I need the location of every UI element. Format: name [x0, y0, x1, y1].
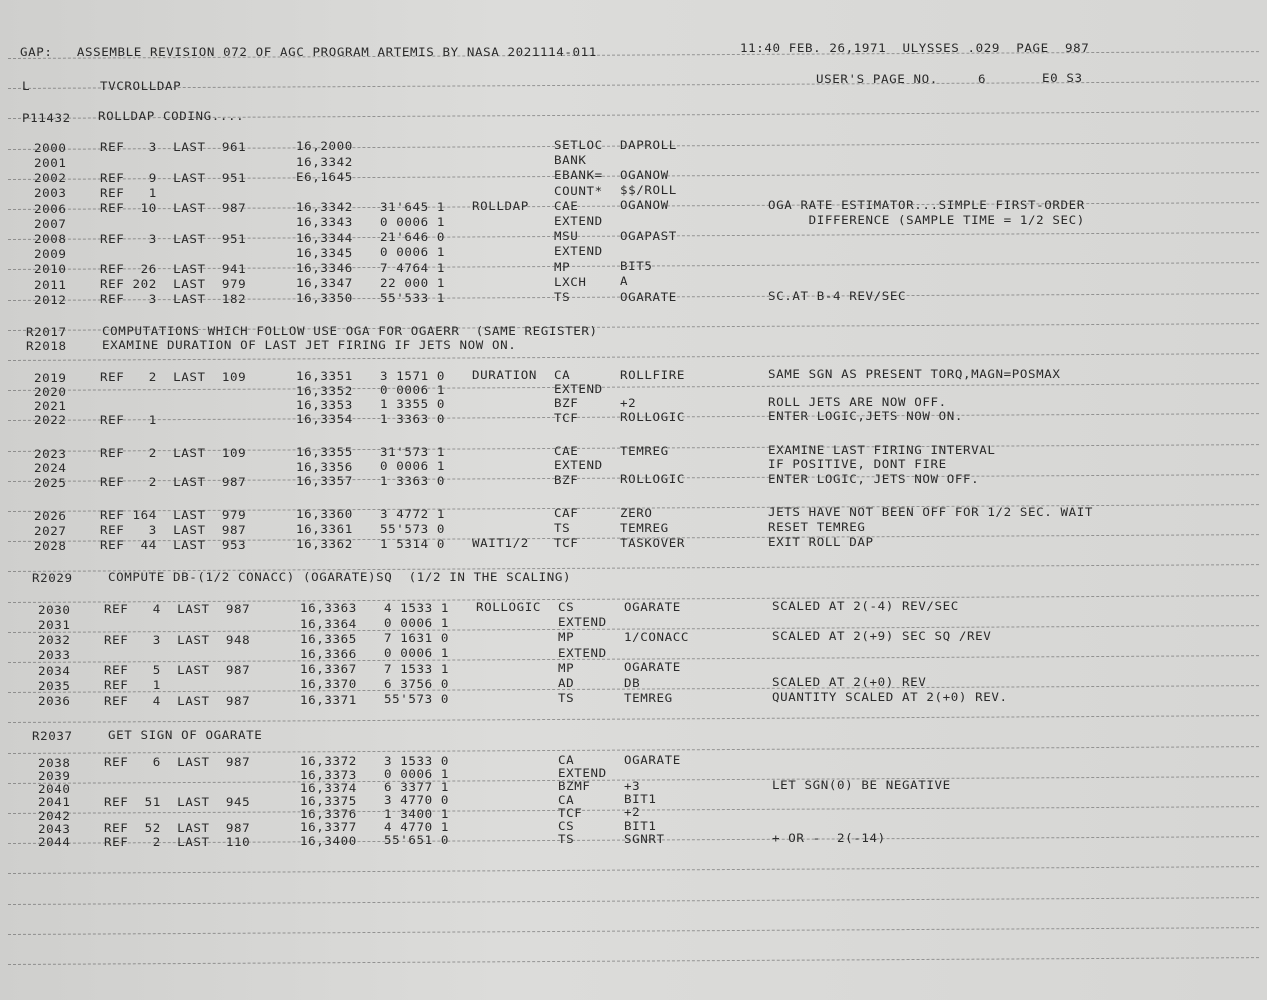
comment: EXAMINE LAST FIRING INTERVAL — [768, 442, 996, 457]
octal-code: 3 4770 0 — [384, 793, 450, 808]
memory-location: 16,3370 — [300, 677, 357, 691]
line-number: 2033 — [38, 648, 71, 662]
operand: TEMREG — [624, 690, 673, 705]
opcode: CS — [558, 819, 575, 833]
operand: +2 — [620, 396, 637, 410]
opcode: EXTEND — [554, 382, 603, 396]
line-number: 2000 — [34, 140, 67, 155]
line-number: 2020 — [34, 385, 67, 399]
line-number: 2035 — [38, 678, 71, 693]
octal-code: 6 3756 0 — [384, 676, 450, 691]
octal-code: 6 3377 1 — [384, 780, 450, 794]
comment: SCALED AT 2(+0) REV — [772, 674, 927, 689]
opcode: MP — [558, 630, 575, 644]
octal-code: 31'645 1 — [380, 199, 446, 214]
reference-count: REF 44 LAST 953 — [100, 538, 247, 553]
opcode: MP — [558, 660, 575, 675]
operand: OGAPAST — [620, 228, 677, 243]
opcode: EXTEND — [554, 214, 603, 228]
memory-location: 16,3377 — [300, 820, 357, 834]
comment: IF POSITIVE, DONT FIRE — [768, 457, 947, 471]
operand: BIT1 — [624, 792, 657, 806]
memory-location: 16,3366 — [300, 647, 357, 661]
opcode: EXTEND — [558, 645, 607, 660]
operand: OGARATE — [624, 660, 681, 674]
reference-count: REF 4 LAST 987 — [104, 693, 251, 708]
memory-location: 16,3346 — [296, 261, 353, 275]
operand: ROLLOGIC — [620, 410, 686, 424]
comment: SCALED AT 2(+9) SEC SQ /REV — [772, 629, 992, 643]
line-number: 2019 — [34, 370, 67, 385]
reference-count: REF 202 LAST 979 — [100, 277, 247, 291]
routine-name: TVCROLLDAP — [100, 79, 182, 93]
memory-location: 16,3372 — [300, 754, 357, 768]
operand: SGNRT — [624, 831, 665, 846]
rule-line — [8, 353, 1259, 361]
line-number: 2031 — [38, 618, 71, 632]
line-number: 2040 — [38, 782, 71, 796]
line-number: 2003 — [34, 186, 67, 201]
memory-location: 16,3400 — [300, 833, 357, 848]
comment: RESET TEMREG — [768, 519, 866, 534]
symbol-label: ROLLOGIC — [476, 600, 542, 614]
subheader-code: L — [22, 79, 31, 93]
remark-label: R2037 — [32, 728, 73, 743]
comment: ROLL JETS ARE NOW OFF. — [768, 395, 947, 409]
octal-code: 1 3400 1 — [384, 806, 450, 821]
memory-location: 16,3376 — [300, 807, 357, 821]
memory-location: 16,3363 — [300, 601, 357, 615]
line-number: 2039 — [38, 769, 71, 783]
memory-location: 16,3350 — [296, 291, 353, 305]
opcode: TS — [558, 691, 575, 705]
comment: SCALED AT 2(-4) REV/SEC — [772, 598, 959, 613]
octal-code: 0 0006 1 — [380, 215, 446, 229]
memory-location: 16,3343 — [296, 215, 353, 229]
remark-label: R2029 — [32, 570, 73, 585]
operand: OGARATE — [624, 752, 681, 767]
line-number: 2044 — [38, 835, 71, 849]
symbol-label: DURATION — [472, 368, 538, 382]
rule-line — [8, 927, 1259, 935]
octal-code: 55'573 0 — [380, 522, 446, 536]
memory-location: 16,3342 — [296, 200, 353, 214]
octal-code: 0 0006 1 — [384, 646, 450, 661]
octal-code: 55'573 0 — [384, 692, 450, 706]
reference-count: REF 52 LAST 987 — [104, 821, 251, 836]
memory-location: 16,3352 — [296, 383, 353, 398]
octal-code: 0 0006 1 — [380, 245, 446, 259]
memory-location: 16,3347 — [296, 276, 353, 290]
memory-location: 16,3351 — [296, 369, 353, 383]
reference-count: REF 1 — [100, 186, 157, 200]
opcode: BZF — [554, 396, 579, 410]
symbol-label: ROLLDAP — [472, 199, 529, 213]
reference-count: REF 4 LAST 987 — [104, 602, 251, 617]
reference-count: REF 10 LAST 987 — [100, 201, 247, 215]
line-number: 2008 — [34, 232, 67, 246]
line-number: 2036 — [38, 694, 71, 708]
memory-location: 16,3362 — [296, 537, 353, 551]
line-number: 2030 — [38, 602, 71, 617]
octal-code: 0 0006 1 — [384, 767, 450, 781]
line-number: 2038 — [38, 755, 71, 770]
line-number: 2006 — [34, 201, 67, 216]
memory-location: 16,3345 — [296, 245, 353, 260]
memory-location: 16,2000 — [296, 139, 353, 153]
comment: QUANTITY SCALED AT 2(+0) REV. — [772, 690, 1008, 704]
header-left: GAP: ASSEMBLE REVISION 072 OF AGC PROGRAM ARTEMIS BY NASA 2021114-011 — [20, 45, 597, 59]
rule-line — [8, 897, 1259, 905]
octal-code: 22 000 1 — [380, 275, 446, 290]
line-number: 2011 — [34, 277, 67, 292]
operand: A — [620, 274, 629, 288]
reference-count: REF 2 LAST 109 — [100, 446, 247, 461]
operand: +3 — [624, 779, 641, 793]
reference-count: REF 3 LAST 961 — [100, 140, 247, 155]
line-number: 2025 — [34, 475, 67, 490]
opcode: EBANK= — [554, 168, 603, 182]
line-number: 2027 — [34, 523, 67, 538]
rule-line — [8, 957, 1259, 965]
rule-line — [8, 867, 1259, 875]
operand: DAPROLL — [620, 137, 677, 152]
line-number: 2001 — [34, 156, 67, 170]
operand: +2 — [624, 805, 641, 819]
line-number: 2034 — [38, 663, 71, 678]
opcode: BZF — [554, 472, 579, 487]
opcode: EXTEND — [554, 244, 603, 258]
comment: JETS HAVE NOT BEEN OFF FOR 1/2 SEC. WAIT — [768, 504, 1094, 519]
octal-code: 21'646 0 — [380, 230, 446, 244]
reference-count: REF 1 — [100, 413, 157, 427]
opcode: MSU — [554, 229, 579, 243]
octal-code: 1 3363 0 — [380, 473, 446, 488]
opcode: EXTEND — [554, 458, 603, 472]
octal-code: 31'573 1 — [380, 445, 446, 459]
reference-count: REF 6 LAST 987 — [104, 755, 251, 770]
memory-location: 16,3360 — [296, 507, 353, 521]
comment: DIFFERENCE (SAMPLE TIME = 1/2 SEC) — [768, 212, 1085, 227]
line-number: 2022 — [34, 413, 67, 428]
opcode: SETLOC — [554, 138, 603, 152]
octal-code: 55'651 0 — [384, 833, 450, 847]
octal-code: 7 1533 1 — [384, 661, 450, 676]
comment: SAME SGN AS PRESENT TORQ,MAGN=POSMAX — [768, 366, 1061, 381]
opcode: CA — [554, 368, 571, 382]
operand: BIT5 — [620, 259, 653, 273]
memory-location: E6,1645 — [296, 169, 353, 184]
octal-code: 7 4764 1 — [380, 260, 446, 275]
operand: ROLLOGIC — [620, 472, 686, 486]
line-number: 2023 — [34, 446, 67, 461]
memory-location: 16,3356 — [296, 459, 353, 474]
line-number: 2041 — [38, 795, 71, 809]
line-number: 2024 — [34, 461, 67, 475]
memory-location: 16,3367 — [300, 662, 357, 676]
memory-location: 16,3364 — [300, 616, 357, 631]
remark-text: COMPUTE DB-(1/2 CONACC) (OGARATE)SQ (1/2 IN THE SCALING) — [108, 570, 572, 584]
header-right: 11:40 FEB. 26,1971 ULYSSES .029 PAGE 987 — [740, 41, 1090, 55]
line-number: 2002 — [34, 171, 67, 185]
operand: BIT1 — [624, 818, 657, 833]
comment: ENTER LOGIC,JETS NOW ON. — [768, 409, 964, 423]
line-number: 2007 — [34, 216, 67, 231]
memory-location: 16,3371 — [300, 692, 357, 707]
operand: OGANOW — [620, 198, 669, 212]
opcode: COUNT* — [554, 183, 603, 198]
reference-count: REF 5 LAST 987 — [104, 663, 251, 677]
octal-code: 7 1631 0 — [384, 631, 450, 645]
reference-count: REF 51 LAST 945 — [104, 795, 251, 809]
operand: TEMREG — [620, 443, 669, 458]
memory-location: 16,3357 — [296, 474, 353, 488]
octal-code: 4 1533 1 — [384, 600, 450, 615]
opcode: TS — [554, 290, 571, 304]
reference-count: REF 2 LAST 109 — [100, 370, 247, 385]
remark-text: GET SIGN OF OGARATE — [108, 728, 263, 742]
line-number: 2043 — [38, 821, 71, 836]
opcode: TS — [558, 832, 575, 846]
octal-code: 0 0006 1 — [380, 459, 446, 473]
operand: 1/CONACC — [624, 630, 690, 644]
opcode: MP — [554, 259, 571, 274]
octal-code: 4 4770 1 — [384, 819, 450, 834]
reference-count: REF 3 LAST 987 — [100, 523, 247, 538]
memory-location: 16,3373 — [300, 767, 357, 782]
octal-code: 0 0006 1 — [384, 616, 450, 630]
reference-count: REF 2 LAST 110 — [104, 834, 251, 849]
rule-line — [8, 716, 1259, 724]
operand: TASKOVER — [620, 535, 686, 550]
comment: SC.AT B-4 REV/SEC — [768, 288, 907, 303]
user-page-number: 6 — [978, 72, 987, 86]
comment: OGA RATE ESTIMATOR...SIMPLE FIRST-ORDER — [768, 197, 1085, 212]
opcode: CAF — [554, 506, 579, 520]
eo-code: E0 S3 — [1042, 71, 1083, 85]
opcode: EXTEND — [558, 615, 607, 629]
symbol-label: WAIT1/2 — [472, 536, 529, 550]
remark-label: R2017 — [26, 324, 67, 339]
memory-location: 16,3344 — [296, 230, 353, 245]
memory-location: 16,3361 — [296, 522, 353, 536]
octal-code: 55'533 1 — [380, 291, 446, 305]
octal-code: 0 0006 1 — [380, 383, 446, 397]
remark-text: EXAMINE DURATION OF LAST JET FIRING IF JETS NOW ON. — [102, 338, 517, 353]
opcode: BANK — [554, 153, 587, 167]
opcode: EXTEND — [558, 766, 607, 780]
comment: ENTER LOGIC, JETS NOW OFF. — [768, 471, 980, 486]
line-number: 2042 — [38, 808, 71, 823]
operand: OGANOW — [620, 168, 669, 182]
octal-code: 3 4772 1 — [380, 507, 446, 521]
octal-code: 3 1533 0 — [384, 753, 450, 768]
opcode: CS — [558, 600, 575, 614]
opcode: CA — [558, 792, 575, 807]
memory-location: 16,3353 — [296, 397, 353, 412]
section-label: P11432 — [22, 111, 71, 125]
octal-code: 1 3355 0 — [380, 397, 446, 411]
reference-count: REF 164 LAST 979 — [100, 508, 247, 523]
octal-code: 1 5314 0 — [380, 537, 446, 551]
opcode: CA — [558, 753, 575, 767]
opcode: TCF — [558, 805, 583, 820]
reference-count: REF 9 LAST 951 — [100, 170, 247, 185]
operand: TEMREG — [620, 520, 669, 535]
opcode: TCF — [554, 410, 579, 425]
memory-location: 16,3342 — [296, 154, 353, 169]
line-number: 2021 — [34, 399, 67, 413]
reference-count: REF 26 LAST 941 — [100, 262, 247, 276]
line-number: 2032 — [38, 633, 71, 647]
remark-text: COMPUTATIONS WHICH FOLLOW USE OGA FOR OGAERR (SAME REGISTER) — [102, 324, 598, 339]
memory-location: 16,3365 — [300, 631, 357, 646]
comment: + OR - 2(-14) — [772, 831, 886, 845]
memory-location: 16,3374 — [300, 780, 357, 795]
reference-count: REF 2 LAST 987 — [100, 475, 247, 489]
operand: OGARATE — [620, 289, 677, 304]
remark-label: R2018 — [26, 338, 67, 353]
memory-location: 16,3354 — [296, 412, 353, 426]
reference-count: REF 3 LAST 951 — [100, 231, 247, 246]
line-number: 2026 — [34, 508, 67, 523]
operand: ZERO — [620, 505, 653, 520]
opcode: CAE — [554, 198, 579, 213]
comment: LET SGN(0) BE NEGATIVE — [772, 778, 951, 792]
opcode: CAE — [554, 444, 579, 458]
line-number: 2009 — [34, 247, 67, 261]
line-number: 2028 — [34, 538, 67, 553]
user-page-label: USER'S PAGE NO. — [816, 72, 938, 86]
operand: ROLLFIRE — [620, 367, 686, 382]
octal-code: 1 3363 0 — [380, 411, 446, 426]
operand: $$/ROLL — [620, 183, 677, 197]
operand: DB — [624, 675, 641, 690]
reference-count: REF 3 LAST 182 — [100, 292, 247, 307]
opcode: TS — [554, 521, 571, 535]
section-title: ROLLDAP CODING.... — [98, 109, 245, 123]
reference-count: REF 3 LAST 948 — [104, 632, 251, 647]
opcode: TCF — [554, 536, 579, 550]
line-number: 2012 — [34, 292, 67, 307]
memory-location: 16,3355 — [296, 445, 353, 459]
reference-count: REF 1 — [104, 678, 161, 693]
opcode: LXCH — [554, 274, 587, 289]
operand: OGARATE — [624, 599, 681, 614]
opcode: AD — [558, 676, 575, 690]
opcode: BZMF — [558, 779, 591, 793]
memory-location: 16,3375 — [300, 794, 357, 808]
line-number: 2010 — [34, 262, 67, 277]
comment: EXIT ROLL DAP — [768, 534, 874, 549]
octal-code: 3 1571 0 — [380, 369, 446, 383]
rule-line — [8, 383, 1259, 391]
